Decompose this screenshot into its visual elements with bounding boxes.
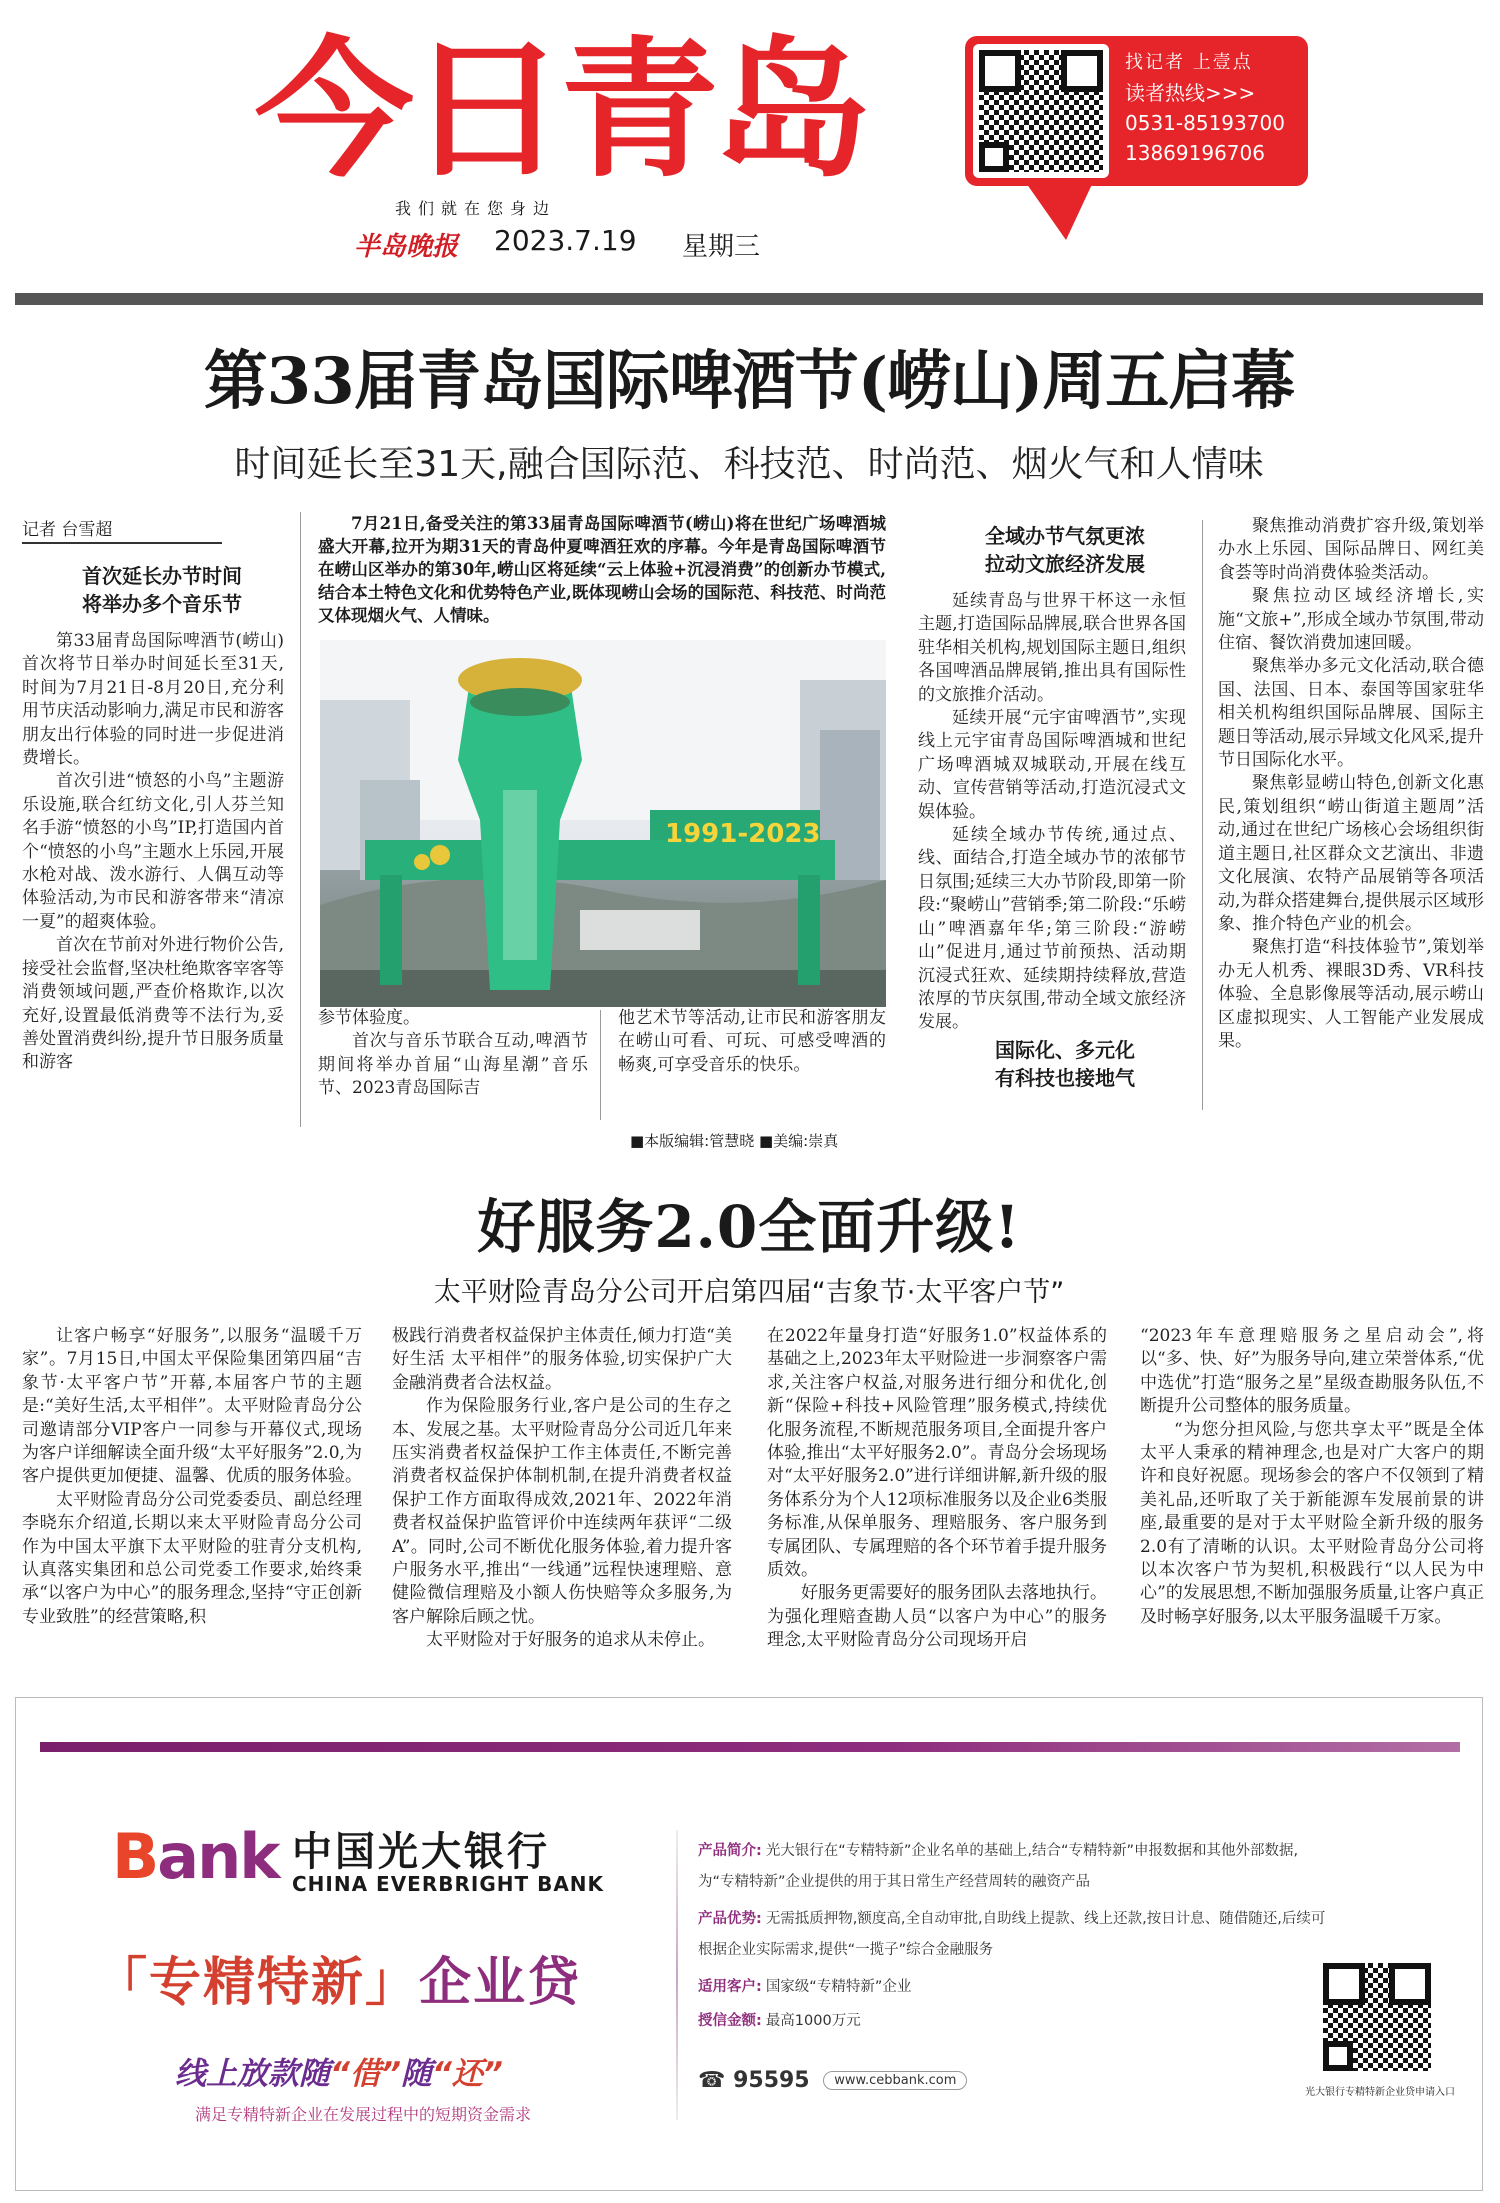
story2-col4-p2: “为您分担风险,与您共享太平”既是全体太平人秉承的精神理念,也是对广大客户的期许和良好祝愿。现场参会的客户不仅领到了精美礼品,还听取了关于新能源车发展前景的讲座,最重要的是对于太平财险全新升级的服务2.0有了清晰的认识。太平财险青岛分公司将以本次客户节为契机,积极践行“以人民为中心”的发展思想,不断加强服务质量,让客户真正及时畅享好服务,以太平服务温暖千万家。 [1140, 1419, 1484, 1627]
ad-tagline-borrow: “借” [330, 2056, 401, 2092]
masthead-title [185, 23, 935, 198]
contact-box-tail [996, 180, 1094, 240]
ad-tagline [175, 2048, 503, 2093]
story2-col3-p2: 好服务更需要好的服务团队去落地执行。为强化理赔查勘人员“以客户为中心”的服务理念,太平财险青岛分公司现场开启 [767, 1583, 1107, 1651]
bank-logo-b: B [112, 1820, 158, 1893]
story2-subhead: 太平财险青岛分公司开启第四届“吉象节·太平客户节” [433, 1277, 1065, 1308]
masthead-slogan: 我们就在您身边 [395, 199, 557, 218]
ad-row-key: 授信金额: [698, 2013, 762, 2029]
story2-col2-p3: 太平财险对于好服务的追求从未停止。 [426, 1630, 715, 1651]
ad-hotline-number: 95595 [733, 2068, 810, 2093]
ad-row-intro [698, 1836, 1328, 1898]
story1-col4-p3: 延续全域办节传统,通过点、线、面结合,打造全域办节的浓郁节日氛围;延续三大办节阶段,即第一阶段:“聚崂山”营销季;第二阶段:“乐崂山”啤酒嘉年华;第三阶段:“游崂山”促进月,通过节前预热、活动期沉浸式狂欢、延续期持续释放,营造浓厚的节庆氛围,带动全域文旅经济发展。 [918, 825, 1186, 1030]
ad-hotline [698, 2068, 967, 2093]
story1-col5-p4: 聚焦彰显崂山特色,创新文化惠民,策划组织“崂山街道主题周”活动,通过在世纪广场核心会场组织街道主题日,社区群众文艺演出、非遗文化展演、农特产品展销等各项活动,为群众搭建舞台,提供展示区域形象、推介特色产业的机会。 [1218, 773, 1484, 934]
contact-line1: 找记者 上壹点 [1125, 52, 1253, 73]
story1-col5-p2: 聚焦拉动区域经济增长,实施“文旅+”,形成全域办节氛围,带动住宿、餐饮消费加速回暖。 [1218, 586, 1484, 654]
story1-col1 [22, 630, 284, 1140]
bank-logo-rest: ank [157, 1820, 279, 1893]
story2-col2 [392, 1325, 732, 1675]
story2-col4 [1140, 1325, 1484, 1675]
story2-col2-p2: 作为保险服务行业,客户是公司的生存之本、发展之基。太平财险青岛分公司近几年来压实消费者权益保护工作主体责任,不断完善消费者权益保护体制机制,在提升消费者权益保护工作方面取得成效,2021年、2022年消费者权益保护监管评价中连续两年获评“二级A”。同时,公司不断优化服务体验,着力提升客户服务水平,推出“一线通”远程快速理赔、意健险微信理赔及小额人伤快赔等众多服务,为客户解除后顾之忧。 [392, 1396, 732, 1627]
section3-title-line2: 有科技也接地气 [995, 1066, 1135, 1090]
ad-row-value: 国家级“专精特新”企业 [765, 1979, 912, 1995]
story2-col4-p1: “2023年车意理赔服务之星启动会”,将以“多、快、好”为服务导向,建立荣誉体系,“优中选优”打造“服务之星”星级查勘服务队伍,不断提升公司整体的服务质量。 [1140, 1326, 1484, 1417]
story1-col3-p1: 他艺术节等活动,让市民和游客朋友在崂山可看、可玩、可感受啤酒的畅爽,可享受音乐的快乐。 [618, 1008, 886, 1075]
ad-url[interactable]: www.cebbank.com [823, 2071, 967, 2090]
ad-top-band [40, 1742, 1460, 1752]
story2-col1 [22, 1325, 362, 1675]
story1-col5 [1218, 515, 1484, 1115]
story1-col2 [318, 1007, 588, 1127]
story1-col1-p2: 首次引进“愤怒的小鸟”主题游乐设施,联合红纺文化,引人芬兰知名手游“愤怒的小鸟”IP,打造国内首个“愤怒的小鸟”主题水上乐园,开展水枪对战、泼水游行、人偶互动等体验活动,为市民和游客带来“清凉一夏”的超爽体验。 [22, 771, 284, 932]
ad-divider [676, 1830, 678, 2120]
section3-title-line1: 国际化、多元化 [995, 1038, 1135, 1062]
ad-row-key: 适用客户: [698, 1979, 762, 1995]
ad-row-key: 产品简介: [698, 1843, 762, 1859]
section1-title [22, 562, 302, 618]
contact-phone2: 13869196706 [1125, 141, 1265, 165]
qr-code-icon [979, 50, 1103, 172]
ad-qr-code[interactable] [1320, 1960, 1434, 2074]
ad-row-key: 产品优势: [698, 1911, 762, 1927]
story2-headline: 好服务2.0全面升级! [477, 1193, 1021, 1261]
ad-row-value: 无需抵质押物,额度高,全自动审批,自助线上提款、线上还款,按日计息、随借随还,后续可根据企业实际需求,提供“一揽子”综合金融服务 [698, 1911, 1326, 1958]
ad-product-name-b: 企业贷 [419, 1953, 582, 2013]
paper-name: 半岛晚报 [354, 232, 459, 262]
masthead-divider [15, 293, 1483, 305]
story1-col1-p3: 首次在节前对外进行物价公告,接受社会监督,坚决杜绝欺客宰客等消费领域问题,严查价格欺诈,以次充好,设置最低消费等不法行为,妥善处置消费纠纷,提升节日服务质量和游客 [22, 935, 284, 1073]
editor-credit: ■本版编辑:管慧晓 ■美编:崇真 [630, 1132, 839, 1150]
section2-title [915, 522, 1215, 578]
contact-line2: 读者热线>>> [1125, 81, 1256, 105]
story1-byline: 记者 台雪超 [22, 515, 222, 544]
section3-title [915, 1036, 1215, 1092]
story1-col5-p3: 聚焦举办多元文化活动,联合德国、法国、日本、泰国等国家驻华相关机构组织国际品牌展、国际主题日等活动,展示异域文化风采,提升节日国际化水平。 [1218, 656, 1484, 771]
photo-illustration [320, 640, 886, 1007]
story1-col2-p1: 参节体验度。 [318, 1008, 420, 1028]
qr-code-icon [1323, 1963, 1431, 2071]
story1-col3 [618, 1007, 886, 1127]
story1-col5-p1: 聚焦推动消费扩容升级,策划举办水上乐园、国际品牌日、网红美食荟等时尚消费体验类活动。 [1218, 516, 1484, 583]
story1-headline: 第33届青岛国际啤酒节(崂山)周五启幕 [203, 344, 1295, 419]
story1-col2-p2: 首次与音乐节联合互动,啤酒节期间将举办首届“山海星潮”音乐节、2023青岛国际吉 [318, 1031, 588, 1099]
photo-banner-text: 1991-2023 [665, 819, 821, 849]
story1-col4-p2: 延续开展“元宇宙啤酒节”,实现线上元宇宙青岛国际啤酒城和世纪广场啤酒城双城联动,开展在线互动、宣传营销等活动,打造沉浸式文娱体验。 [918, 708, 1186, 822]
beer-festival-photo [320, 640, 886, 1007]
story2-col1-p1: 让客户畅享“好服务”,以服务“温暖千万家”。7月15日,中国太平保险集团第四届“吉象节·太平客户节”开幕,本届客户节的主题是:“美好生活,太平相伴”。太平财险青岛分公司邀请部分VIP客户一同参与开幕仪式,现场为客户详细解读全面升级“太平好服务”2.0,为客户提供更加便捷、温馨、优质的服务体验。 [22, 1326, 362, 1487]
ad-row-amount [698, 2006, 1328, 2037]
ad-product-name [95, 1940, 581, 2015]
ad-row-value: 最高1000万元 [765, 2013, 861, 2029]
contact-phone1: 0531-85193700 [1125, 111, 1285, 135]
section2-title-line1: 全域办节气氛更浓 [985, 524, 1145, 548]
story2-col2-p1: 极践行消费者权益保护主体责任,倾力打造“美好生活 太平相伴”的服务体验,切实保护广大金融消费者合法权益。 [392, 1326, 732, 1393]
issue-date: 2023.7.19 [494, 224, 637, 257]
story1-subhead: 时间延长至31天,融合国际范、科技范、时尚范、烟火气和人情味 [234, 444, 1264, 485]
ad-qr-caption: 光大银行专精特新企业贷申请入口 [1305, 2087, 1455, 2098]
column-rule [300, 512, 301, 1127]
bank-logo [112, 1820, 278, 1893]
section1-title-line2: 将举办多个音乐节 [82, 592, 242, 616]
issue-weekday: 星期三 [682, 232, 761, 262]
contact-qr-code[interactable] [973, 44, 1109, 178]
story1-col4-p1: 延续青岛与世界干杯这一永恒主题,打造国际品牌展,联合世界各国驻华相关机构,规划国际主题日,组织各国啤酒品牌展销,推出具有国际性的文旅推介活动。 [918, 591, 1186, 705]
ad-note: 满足专精特新企业在发展过程中的短期资金需求 [195, 2105, 532, 2124]
bank-name-cn: 中国光大银行 [292, 1829, 550, 1875]
ad-row-customers [698, 1972, 1328, 2003]
ad-tagline-mid: 随 [400, 2056, 432, 2092]
masthead-title-text: 今日青岛 [254, 23, 866, 198]
section2-title-line2: 拉动文旅经济发展 [985, 552, 1145, 576]
story1-col5-p5: 聚焦打造“科技体验节”,策划举办无人机秀、裸眼3D秀、VR科技体验、全息影像展等活动,展示崂山区虚拟现实、人工智能产业发展成果。 [1218, 937, 1484, 1051]
phone-icon: ☎ [698, 2068, 726, 2093]
story2-col3 [767, 1325, 1107, 1675]
contact-text [1125, 48, 1285, 168]
ad-product-name-a: 「专精特新」 [95, 1953, 420, 2013]
bank-name-en: CHINA EVERBRIGHT BANK [292, 1872, 605, 1896]
column-rule [600, 1010, 601, 1120]
ad-row-advantage [698, 1904, 1328, 1966]
ad-tagline-repay: “还” [431, 2056, 503, 2092]
ad-row-value: 光大银行在“专精特新”企业名单的基础上,结合“专精特新”申报数据和其他外部数据,为“专精特新”企业提供的用于其日常生产经营周转的融资产品 [698, 1843, 1299, 1890]
story1-col4 [918, 590, 1186, 1030]
column-rule [1202, 520, 1203, 1110]
story1-col1-p1: 第33届青岛国际啤酒节(崂山)首次将节日举办时间延长至31天,时间为7月21日-8月20日,充分利用节庆活动影响力,满足市民和游客朋友出行体验的同时进一步促进消费增长。 [22, 631, 284, 769]
section1-title-line1: 首次延长办节时间 [82, 564, 242, 588]
ad-tagline-pre: 线上放款随 [175, 2056, 330, 2092]
story2-col1-p2: 太平财险青岛分公司党委委员、副总经理李晓东介绍道,长期以来太平财险青岛分公司作为中国太平旗下太平财险的驻青分支机构,认真落实集团和总公司党委工作要求,始终秉承“以客户为中心”的服务理念,坚持“守正创新 专业致胜”的经营策略,积 [22, 1489, 362, 1627]
story1-lead: 7月21日,备受关注的第33届青岛国际啤酒节(崂山)将在世纪广场啤酒城盛大开幕,拉开为期31天的青岛仲夏啤酒狂欢的序幕。今年是青岛国际啤酒节在崂山区举办的第30年,崂山区将延续“云上体验+沉浸消费”的创新办节模式,结合本土特色文化和优势特色产业,既体现崂山会场的国际范、科技范、时尚范又体现烟火气、人情味。 [318, 514, 886, 625]
story2-col3-p1: 在2022年量身打造“好服务1.0”权益体系的基础之上,2023年太平财险进一步洞察客户需求,关注客户权益,对服务进行细分和优化,创新“保险+科技+风险管理”服务模式,持续优化服务流程,不断规范服务项目,全面提升客户体验,推出“太平好服务2.0”。青岛分会场现场对“太平好服务2.0”进行详细讲解,新升级的服务体系分为个人12项标准服务以及企业6类服务标准,从保单服务、理赔服务、客户服务到专属团队、专属理赔的各个环节着手提升服务质效。 [767, 1326, 1107, 1581]
